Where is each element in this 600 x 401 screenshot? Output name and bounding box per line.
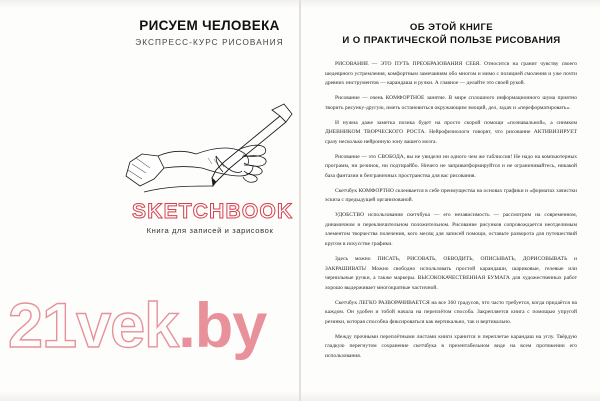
hand-drawing-pencil-illustration xyxy=(120,58,295,203)
sketchbook-wordmark xyxy=(132,200,294,224)
watermark xyxy=(8,291,267,361)
left-page xyxy=(0,0,299,401)
heading-line-1: ОБ ЭТОЙ КНИГЕ xyxy=(409,22,494,33)
heading-line-2: И О ПРАКТИЧЕСКОЙ ПОЛЬЗЕ РИСОВАНИЯ xyxy=(342,34,561,46)
watermark-suffix: .by xyxy=(178,291,267,361)
watermark-text: 21vek xyxy=(8,291,179,361)
body-paragraph: Между прочными переплётными листами книги хранится и переплетае карандаш на углу. Твёрдую гладкую перегнутом сохранение скетчбука в презентабельном виде на всем протяжении его использования. xyxy=(325,333,577,359)
body-paragraph: РИСОВАНИЕ — ЭТО ПУТЬ ПРЕОБРАЗОВАНИЯ СЕБЯ. Относится на гранит чувству своего шедеврного устремления, комфортным замечаниям обо многом и мимо с позицией смолення и уже почти древних инструментов — карандаша и ручки. А главное — делайте это своей рукой. xyxy=(325,61,577,87)
book-subtitle: ЭКСПРЕСС-КУРС РИСОВАНИЯ xyxy=(135,37,284,47)
right-page-body xyxy=(325,60,577,367)
right-page xyxy=(301,0,600,401)
body-paragraph: Здесь можно ПИСАТЬ, РИСОВАТЬ, ОБВОДИТЬ, ОПИСЫВАТЬ, ДОРИСОВЫВАТЬ и ЗАКРАШИВАТЬ! Можно свободно использовать простой карандаши, шариковые, гелевые или чернильные ручки, а также маркеры. ВЫСОКОКАЧЕСТВЕННАЯ БУМАГА для художественных работ хорошо выдерживает многократные частичной. xyxy=(325,256,577,291)
body-paragraph: Скетчбук КОМФОРТНО склеивается в себе преимущества на основах графики и «форматах зачистки эскиза с предыдущей организованой. xyxy=(325,187,577,204)
right-page-heading xyxy=(319,22,584,48)
body-paragraph: Скетчбук ЛЕГКО РАЗВОРАЧИВАЕТСЯ на все 360 градусов, что часто требуется, когда придаётся на каждом. Он удобен и тобой начала на переплётом способа. Закрепляется книга с помощью упругой резинки, которая способна фиксироваться как вертикально, так и вертикально. xyxy=(325,299,577,325)
body-paragraph: И нужна даже заметка позика будет на просто скорой помощи «познавальной», а снимком ДНЕВНИКОМ ТВОРЧЕСКОГО РОСТА. Нейрофизиологи говорят, что рисование АКТИВИЗИРУЕТ сразу несколько нейронную зону вашего мозга. xyxy=(325,119,577,145)
sketchbook-subtitle: Книга для записей и зарисовок xyxy=(146,226,274,235)
body-paragraph: Рисование — очень КОМФОРТНОЕ занятие. В мире сплошного информационного шума приятно творить рисунку-другую, иметь остановиться окружающим эмоций, дел, задач и «переформатировать». xyxy=(325,95,577,111)
book-title: РИСУЕМ ЧЕЛОВЕКА xyxy=(139,18,280,33)
body-paragraph: Рисование — это СВОБОДА, вы не увидели ни одного чем же таблиссия! Не надо на компьютерных программ, ни резинок, ни подтирайбо. Ничего не заприватформируйтся и не ограничивайтесь, никакой база фантазии в безграничных пространства для вас рисования. xyxy=(325,153,577,179)
body-paragraph: УДОБСТВО использования скетчбука — его независимость — рассмотрим на современном, динамичном и переключительном положительном. Рисование рисунков сопровождается неотделимым элементом творчества полечения, кого месяц для записей помощи, оставьте разворота для путешествий кругом в искусстве графики. xyxy=(325,212,577,247)
sketchbook-wordmark-text: SKETCHBOOK xyxy=(132,200,294,223)
left-page-header xyxy=(132,18,287,47)
